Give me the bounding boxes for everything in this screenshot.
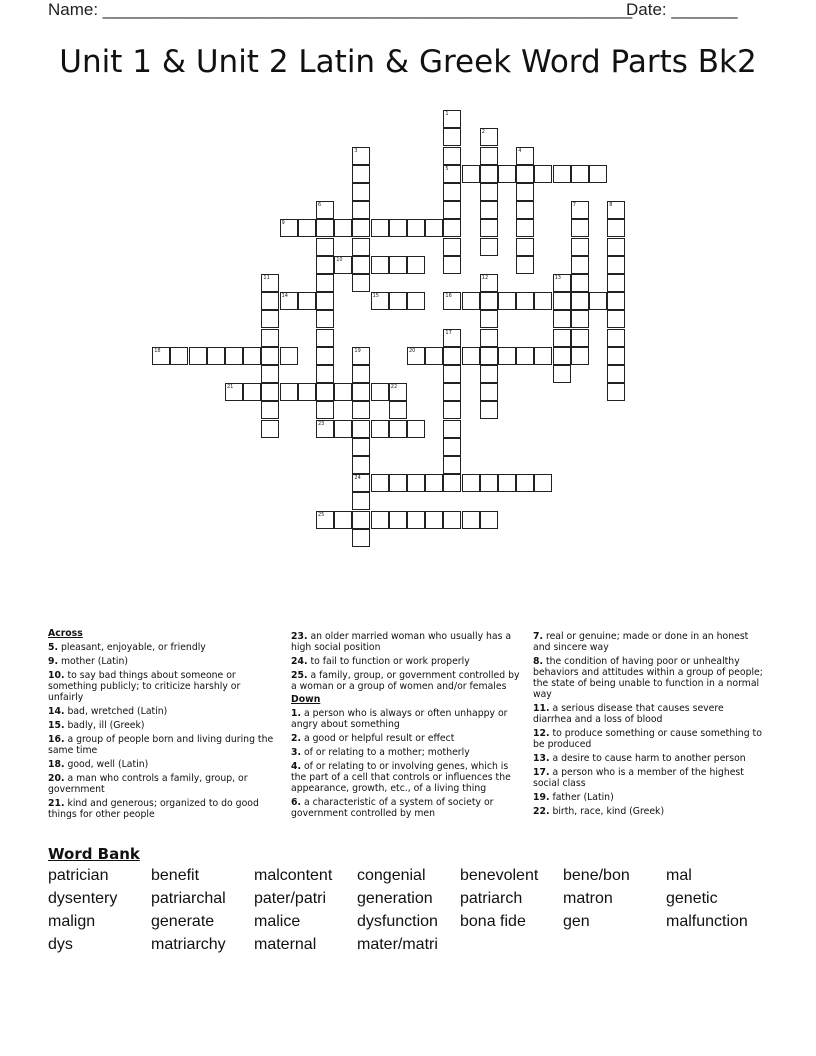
grid-cell[interactable] [243, 383, 261, 401]
grid-cell[interactable] [443, 456, 461, 474]
grid-cell[interactable] [316, 201, 334, 219]
clue-number: 5. [48, 642, 59, 653]
grid-cell[interactable] [352, 456, 370, 474]
clue-item: 19. father (Latin) [533, 792, 614, 803]
grid-cell[interactable] [352, 274, 370, 292]
grid-cell[interactable] [480, 347, 498, 365]
clue-number: 14. [48, 706, 65, 717]
clue-number: 15 [372, 293, 379, 300]
grid-cell[interactable] [480, 511, 498, 529]
grid-cell[interactable] [553, 365, 571, 383]
grid-cell[interactable] [243, 347, 261, 365]
word-bank-title: Word Bank [48, 845, 140, 863]
clue-number: 10. [48, 670, 65, 681]
grid-cell[interactable] [298, 383, 316, 401]
grid-cell[interactable] [425, 474, 443, 492]
grid-cell[interactable] [480, 274, 498, 292]
word-bank-item: dys [48, 936, 73, 953]
clue-item: 22. birth, race, kind (Greek) [533, 806, 665, 817]
clue-number: 12 [481, 275, 489, 281]
grid-cell[interactable] [352, 401, 370, 419]
clue-number: 23 [318, 420, 325, 427]
grid-cell[interactable] [443, 110, 461, 128]
clue-section-title: Across [48, 628, 83, 639]
grid-cell[interactable] [571, 165, 589, 183]
grid-cell[interactable] [462, 347, 480, 365]
grid-cell[interactable] [553, 274, 571, 292]
clue-item: 9. mother (Latin) [48, 656, 129, 667]
grid-cell[interactable] [480, 201, 498, 219]
grid-cell[interactable] [334, 511, 352, 529]
grid-cell[interactable] [462, 474, 480, 492]
grid-cell[interactable] [498, 292, 516, 310]
grid-cell[interactable] [261, 420, 279, 438]
grid-cell[interactable] [425, 511, 443, 529]
clue-number: 24. [291, 656, 308, 667]
clue-number: 7 [572, 202, 576, 209]
grid-cell[interactable] [334, 219, 352, 237]
clue-item: 25. a family, group, or government controlled by a woman or a group of women and/or females [291, 670, 520, 692]
grid-cell[interactable] [462, 292, 480, 310]
grid-cell[interactable] [352, 438, 370, 456]
grid-cell[interactable] [280, 347, 298, 365]
grid-cell[interactable] [316, 383, 334, 401]
grid-cell[interactable] [462, 165, 480, 183]
grid-cell[interactable] [553, 165, 571, 183]
clue-number: 21 [227, 384, 234, 391]
grid-cell[interactable] [316, 347, 334, 365]
clue-item: 6. a characteristic of a system of society or government controlled by men [291, 797, 494, 819]
grid-cell[interactable] [407, 420, 425, 438]
clue-number: 12. [533, 728, 550, 739]
word-bank-item: malcontent [254, 867, 333, 884]
grid-cell[interactable] [443, 420, 461, 438]
grid-cell[interactable] [571, 219, 589, 237]
grid-cell[interactable] [443, 165, 461, 183]
word-bank-item: malign [48, 913, 96, 930]
clues-column-3 [533, 628, 763, 817]
clue-number: 19. [533, 792, 550, 803]
grid-cell[interactable] [189, 347, 207, 365]
grid-cell[interactable] [443, 201, 461, 219]
clue-number: 13 [554, 275, 561, 281]
grid-cell[interactable] [407, 256, 425, 274]
grid-cell[interactable] [480, 292, 498, 310]
clue-item: 8. the condition of having poor or unhealthy behaviors and attitudes within a group of people; the state of being unable to function in a normal way [533, 656, 763, 700]
word-bank-item: dysentery [48, 890, 118, 907]
grid-cell[interactable] [334, 420, 352, 438]
grid-cell[interactable] [352, 201, 370, 219]
grid-cell[interactable] [480, 329, 498, 347]
grid-cell[interactable] [371, 420, 389, 438]
clue-number: 4 [518, 147, 522, 154]
grid-cell[interactable] [298, 219, 316, 237]
clue-item: 17. a person who is a member of the highest social class [533, 767, 744, 789]
clue-number: 25. [291, 670, 308, 681]
clue-item: 23. an older married woman who usually has a high social position [291, 631, 512, 653]
grid-cell[interactable] [316, 219, 334, 237]
word-bank-item: patrician [48, 867, 109, 884]
grid-cell[interactable] [571, 256, 589, 274]
grid-cell[interactable] [261, 365, 279, 383]
clue-number: 9. [48, 656, 59, 667]
clue-number: 11. [533, 703, 550, 714]
grid-cell[interactable] [480, 183, 498, 201]
grid-cell[interactable] [443, 401, 461, 419]
grid-cell[interactable] [607, 310, 625, 328]
grid-cell[interactable] [371, 219, 389, 237]
grid-cell[interactable] [516, 201, 534, 219]
clue-number: 8. [533, 656, 544, 667]
grid-cell[interactable] [607, 292, 625, 310]
grid-cell[interactable] [352, 383, 370, 401]
grid-cell[interactable] [498, 474, 516, 492]
grid-cell[interactable] [152, 347, 170, 365]
word-bank-item: gen [563, 913, 590, 930]
word-bank-item: benevolent [460, 867, 539, 884]
clue-number: 3 [354, 147, 358, 154]
clue-number: 14 [281, 293, 288, 300]
clue-number: 10 [336, 256, 343, 263]
word-bank-item: dysfunction [357, 913, 438, 930]
grid-cell[interactable] [498, 165, 516, 183]
clue-item: 16. a group of people born and living during the same time [48, 734, 274, 756]
grid-cell[interactable] [280, 219, 298, 237]
grid-cell[interactable] [480, 383, 498, 401]
grid-cell[interactable] [462, 511, 480, 529]
grid-cell[interactable] [352, 420, 370, 438]
word-bank-item: malice [254, 913, 301, 930]
clue-item: 24. to fail to function or work properly [291, 656, 470, 667]
clue-number: 6 [318, 202, 322, 209]
grid-cell[interactable] [534, 165, 552, 183]
grid-cell[interactable] [443, 219, 461, 237]
grid-cell[interactable] [261, 274, 279, 292]
clue-item: 3. of or relating to a mother; motherly [291, 747, 470, 758]
grid-cell[interactable] [316, 256, 334, 274]
clue-number: 20. [48, 773, 65, 784]
grid-cell[interactable] [480, 238, 498, 256]
grid-cell[interactable] [443, 128, 461, 146]
grid-cell[interactable] [443, 474, 461, 492]
clue-section-title: Down [291, 694, 321, 705]
grid-cell[interactable] [316, 238, 334, 256]
grid-cell[interactable] [280, 383, 298, 401]
clue-item: 2. a good or helpful result or effect [291, 733, 455, 744]
grid-cell[interactable] [407, 474, 425, 492]
grid-cell[interactable] [589, 292, 607, 310]
grid-cell[interactable] [553, 347, 571, 365]
word-bank-item: maternal [254, 936, 317, 953]
grid-cell[interactable] [280, 292, 298, 310]
grid-cell[interactable] [516, 219, 534, 237]
grid-cell[interactable] [389, 474, 407, 492]
grid-cell[interactable] [607, 365, 625, 383]
clue-item: 14. bad, wretched (Latin) [48, 706, 168, 717]
clue-item: 12. to produce something or cause something to be produced [533, 728, 762, 750]
word-bank-item: patriarchal [151, 890, 226, 907]
clue-number: 20 [409, 347, 416, 354]
grid-cell[interactable] [334, 383, 352, 401]
clue-number: 25 [318, 511, 325, 518]
clue-number: 3. [291, 747, 302, 758]
clue-number: 1 [445, 111, 449, 118]
clue-number: 13. [533, 753, 550, 764]
grid-cell[interactable] [352, 147, 370, 165]
grid-cell[interactable] [553, 292, 571, 310]
clue-number: 21. [48, 798, 65, 809]
clue-item: 15. badly, ill (Greek) [48, 720, 145, 731]
grid-cell[interactable] [607, 347, 625, 365]
word-bank-item: malfunction [666, 913, 748, 930]
grid-cell[interactable] [589, 165, 607, 183]
word-bank-item: matron [563, 890, 613, 907]
clue-number: 24 [354, 475, 361, 482]
grid-cell[interactable] [352, 529, 370, 547]
clue-number: 16. [48, 734, 65, 745]
page-title: Unit 1 & Unit 2 Latin & Greek Word Parts Bk2 [59, 44, 757, 80]
grid-cell[interactable] [607, 219, 625, 237]
grid-cell[interactable] [480, 147, 498, 165]
grid-cell[interactable] [480, 365, 498, 383]
clue-number: 22 [390, 384, 398, 391]
grid-cell[interactable] [371, 474, 389, 492]
grid-cell[interactable] [443, 365, 461, 383]
grid-cell[interactable] [389, 383, 407, 401]
grid-cell[interactable] [516, 183, 534, 201]
grid-cell[interactable] [516, 292, 534, 310]
clue-item: 4. of or relating to or involving genes, which is the part of a cell that controls or influences the appearance, growth, etc., of a living thing [291, 761, 511, 794]
grid-cell[interactable] [298, 292, 316, 310]
grid-cell[interactable] [261, 401, 279, 419]
clue-number: 16 [445, 293, 452, 300]
clue-number: 11 [263, 275, 270, 281]
grid-cell[interactable] [443, 256, 461, 274]
grid-cell[interactable] [316, 365, 334, 383]
grid-cell[interactable] [480, 219, 498, 237]
clue-number: 22. [533, 806, 550, 817]
grid-cell[interactable] [443, 292, 461, 310]
grid-cell[interactable] [571, 310, 589, 328]
clue-number: 5 [445, 165, 449, 172]
grid-cell[interactable] [389, 256, 407, 274]
word-bank [48, 866, 768, 955]
clue-number: 2 [481, 129, 485, 136]
grid-cell[interactable] [352, 256, 370, 274]
grid-cell[interactable] [261, 292, 279, 310]
grid-cell[interactable] [553, 329, 571, 347]
grid-cell[interactable] [443, 329, 461, 347]
grid-cell[interactable] [261, 329, 279, 347]
grid-cell[interactable] [316, 511, 334, 529]
grid-cell[interactable] [443, 438, 461, 456]
clue-number: 2. [291, 733, 302, 744]
grid-cell[interactable] [516, 165, 534, 183]
grid-cell[interactable] [352, 511, 370, 529]
grid-cell[interactable] [207, 347, 225, 365]
clue-number: 17. [533, 767, 550, 778]
clue-number: 4. [291, 761, 302, 772]
grid-cell[interactable] [553, 310, 571, 328]
grid-cell[interactable] [170, 347, 188, 365]
clues-column-2 [291, 628, 521, 819]
grid-cell[interactable] [352, 474, 370, 492]
grid-cell[interactable] [261, 383, 279, 401]
grid-cell[interactable] [571, 292, 589, 310]
clue-number: 7. [533, 631, 544, 642]
grid-cell[interactable] [407, 347, 425, 365]
grid-cell[interactable] [516, 238, 534, 256]
word-bank-item: matriarchy [151, 936, 226, 953]
clue-number: 1. [291, 708, 302, 719]
clue-number: 9 [281, 220, 285, 227]
name-field[interactable]: Name: ________________________________________________________ [48, 0, 633, 19]
word-bank-item: bona fide [460, 913, 526, 930]
clue-number: 23. [291, 631, 308, 642]
grid-cell[interactable] [571, 201, 589, 219]
grid-cell[interactable] [480, 310, 498, 328]
grid-cell[interactable] [480, 474, 498, 492]
word-bank-item: mater/matri [357, 936, 438, 953]
grid-cell[interactable] [352, 347, 370, 365]
clue-item: 5. pleasant, enjoyable, or friendly [48, 642, 206, 653]
grid-cell[interactable] [480, 401, 498, 419]
clue-item: 20. a man who controls a family, group, or government [48, 773, 248, 795]
clue-item: 21. kind and generous; organized to do good things for other people [48, 798, 259, 820]
word-bank-item: bene/bon [563, 867, 630, 884]
grid-cell[interactable] [407, 219, 425, 237]
grid-cell[interactable] [352, 165, 370, 183]
word-bank-item: patriarch [460, 890, 523, 907]
grid-cell[interactable] [389, 292, 407, 310]
grid-cell[interactable] [607, 201, 625, 219]
grid-cell[interactable] [607, 329, 625, 347]
word-bank-item: benefit [151, 867, 200, 884]
word-bank-item: generate [151, 913, 215, 930]
grid-cell[interactable] [480, 128, 498, 146]
clue-item: 18. good, well (Latin) [48, 759, 149, 770]
word-bank-item: genetic [666, 890, 718, 907]
grid-cell[interactable] [571, 274, 589, 292]
grid-cell[interactable] [316, 329, 334, 347]
grid-cell[interactable] [371, 292, 389, 310]
grid-cell[interactable] [352, 219, 370, 237]
grid-cell[interactable] [371, 511, 389, 529]
grid-cell[interactable] [371, 383, 389, 401]
grid-cell[interactable] [498, 347, 516, 365]
clue-number: 17 [445, 329, 452, 336]
grid-cell[interactable] [389, 420, 407, 438]
grid-cell[interactable] [334, 256, 352, 274]
clue-number: 6. [291, 797, 302, 808]
grid-cell[interactable] [389, 219, 407, 237]
grid-cell[interactable] [316, 420, 334, 438]
grid-cell[interactable] [607, 274, 625, 292]
grid-cell[interactable] [316, 401, 334, 419]
clue-number: 15. [48, 720, 65, 731]
clue-item: 11. a serious disease that causes severe diarrhea and a loss of blood [533, 703, 724, 725]
grid-cell[interactable] [389, 511, 407, 529]
grid-cell[interactable] [407, 511, 425, 529]
grid-cell[interactable] [607, 256, 625, 274]
clue-number: 18. [48, 759, 65, 770]
grid-cell[interactable] [225, 347, 243, 365]
grid-cell[interactable] [516, 256, 534, 274]
grid-cell[interactable] [607, 383, 625, 401]
grid-cell[interactable] [534, 347, 552, 365]
grid-cell[interactable] [516, 474, 534, 492]
grid-cell[interactable] [516, 347, 534, 365]
grid-cell[interactable] [425, 347, 443, 365]
grid-cell[interactable] [534, 474, 552, 492]
grid-cell[interactable] [443, 147, 461, 165]
grid-cell[interactable] [225, 383, 243, 401]
grid-cell[interactable] [571, 347, 589, 365]
grid-cell[interactable] [352, 183, 370, 201]
grid-cell[interactable] [480, 165, 498, 183]
grid-cell[interactable] [371, 256, 389, 274]
word-bank-item: mal [666, 867, 692, 884]
clue-number: 8 [609, 202, 613, 209]
grid-cell[interactable] [352, 492, 370, 510]
date-field[interactable]: Date: _______ [626, 0, 738, 19]
clue-item: 13. a desire to cause harm to another person [533, 753, 746, 764]
clue-item: 7. real or genuine; made or done in an honest and sincere way [533, 631, 749, 653]
grid-cell[interactable] [516, 147, 534, 165]
grid-cell[interactable] [316, 292, 334, 310]
grid-cell[interactable] [571, 238, 589, 256]
grid-cell[interactable] [261, 310, 279, 328]
grid-cell[interactable] [607, 238, 625, 256]
word-bank-item: generation [357, 890, 433, 907]
grid-cell[interactable] [261, 347, 279, 365]
grid-cell[interactable] [443, 183, 461, 201]
grid-cell[interactable] [352, 365, 370, 383]
grid-cell[interactable] [443, 511, 461, 529]
grid-cell[interactable] [443, 238, 461, 256]
clue-number: 18 [154, 347, 161, 354]
grid-cell[interactable] [389, 401, 407, 419]
grid-cell[interactable] [443, 347, 461, 365]
clue-item: 10. to say bad things about someone or something publicly; to criticize harshly or unfairly [48, 670, 241, 703]
word-bank-item: congenial [357, 867, 426, 884]
grid-cell[interactable] [316, 310, 334, 328]
grid-cell[interactable] [443, 383, 461, 401]
word-bank-item: pater/patri [254, 890, 327, 907]
clues-column-1 [48, 628, 278, 820]
grid-cell[interactable] [534, 292, 552, 310]
grid-cell[interactable] [407, 292, 425, 310]
grid-cell[interactable] [571, 329, 589, 347]
clue-item: 1. a person who is always or often unhappy or angry about something [291, 708, 508, 730]
grid-cell[interactable] [316, 274, 334, 292]
grid-cell[interactable] [425, 219, 443, 237]
grid-cell[interactable] [352, 238, 370, 256]
clue-number: 19 [354, 347, 361, 354]
